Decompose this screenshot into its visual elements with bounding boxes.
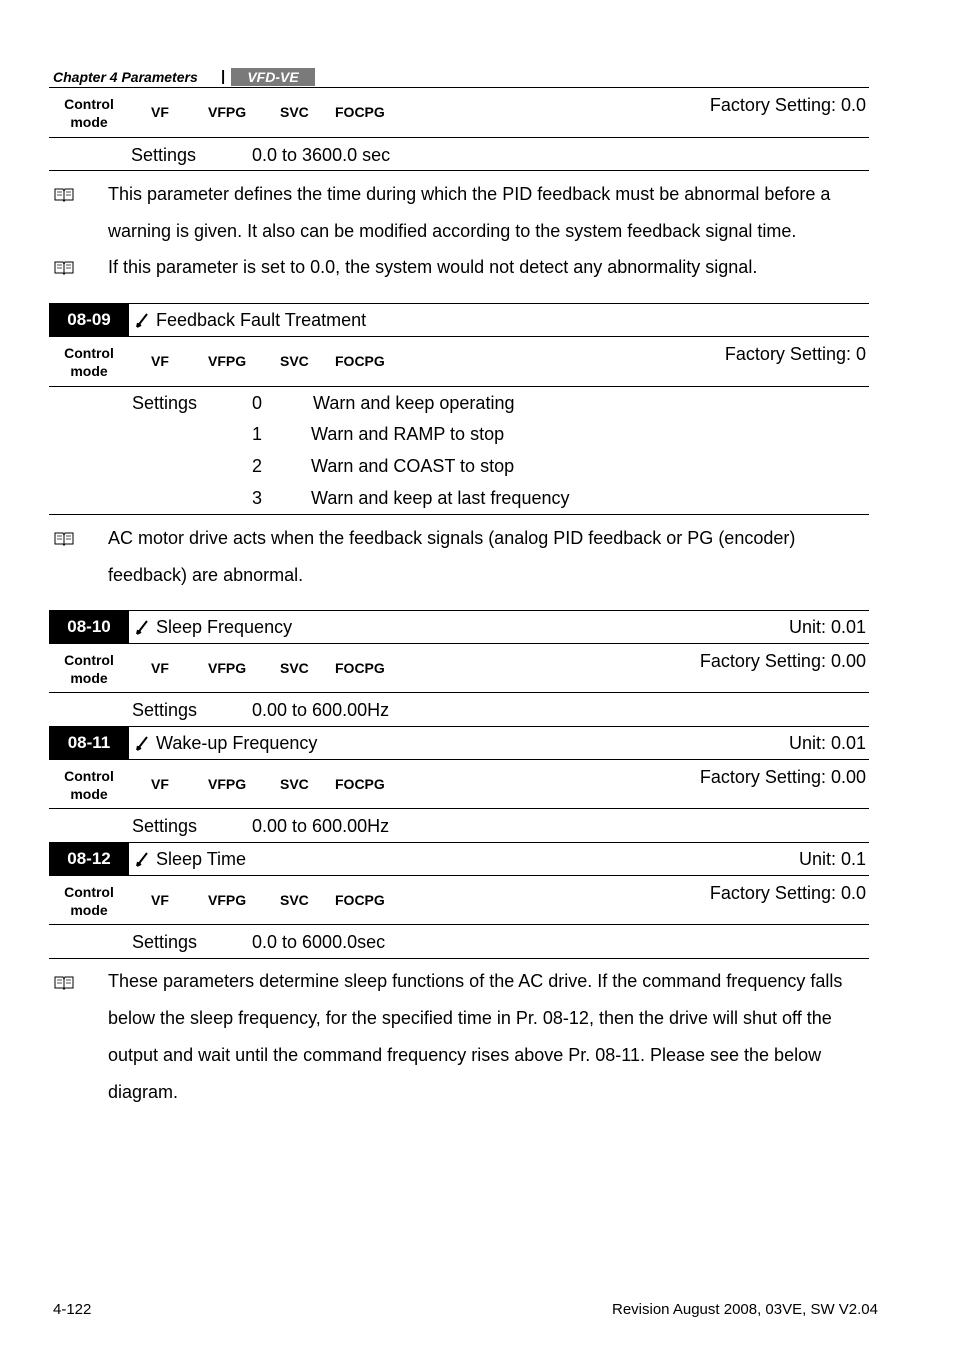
mode-vf: VF [151,353,169,369]
mode-focpg: FOCPG [335,104,385,120]
mode-focpg: FOCPG [335,776,385,792]
rule [49,692,869,693]
pen-icon [135,851,149,867]
factory-setting: Factory Setting: 0.0 [709,883,866,903]
option-text: Warn and RAMP to stop [311,424,505,444]
mode-focpg: FOCPG [335,660,385,676]
mode-vf: VF [151,104,169,120]
factory-setting: Factory Setting: 0 [724,344,866,364]
header-rule [49,87,869,88]
rule [49,336,869,337]
rule [49,303,869,304]
rule [49,924,869,925]
vfd-ve-logo [231,68,315,86]
mode-vfpg: VFPG [208,892,247,908]
mode-vfpg: VFPG [208,776,247,792]
settings-range: 0.00 to 600.00Hz [252,816,390,836]
control-mode-label: Control mode [64,884,114,918]
parameter-title: Wake-up Frequency [156,733,318,753]
book-icon [54,187,74,202]
rule [49,875,869,876]
book-icon [54,260,74,275]
parameter-number: 08-12 [49,843,129,875]
rule [49,643,869,644]
note-text: This parameter defines the time during which the PID feedback must be abnormal before a warning is given. It also can be modified according to the system feedback signal time. [108,184,831,241]
mode-vf: VF [151,892,169,908]
settings-label: Settings [132,816,198,836]
factory-setting: Factory Setting: 0.00 [699,767,866,787]
settings-range: 0.0 to 6000.0sec [252,932,386,952]
rule [49,759,869,760]
rule [49,958,869,959]
settings-label: Settings [131,145,197,165]
mode-svc: SVC [280,776,309,792]
option-text: Warn and COAST to stop [311,456,515,476]
chapter-title: Chapter 4 Parameters [53,69,198,85]
rule [49,514,869,515]
control-mode-label: Control mode [64,345,114,379]
rule [49,842,869,843]
option-value: 3 [252,488,263,508]
settings-label: Settings [132,393,198,413]
logo-text: VFD-VE [247,69,299,85]
mode-vf: VF [151,660,169,676]
rule [49,726,869,727]
pen-icon [135,735,149,751]
book-icon [54,975,74,990]
factory-setting: Factory Setting: 0.00 [699,651,866,671]
control-mode-label: Control mode [64,768,114,802]
mode-vfpg: VFPG [208,104,247,120]
mode-svc: SVC [280,892,309,908]
rule [49,808,869,809]
option-value: 0 [252,393,263,413]
revision-info: Revision August 2008, 03VE, SW V2.04 [612,1301,878,1318]
pen-icon [135,312,149,328]
control-mode-label: Control mode [64,652,114,686]
rule [49,610,869,611]
rule [49,137,869,138]
parameter-number: 08-09 [49,304,129,336]
mode-vfpg: VFPG [208,660,247,676]
option-value: 2 [252,456,263,476]
mode-focpg: FOCPG [335,353,385,369]
option-text: Warn and keep operating [313,393,515,413]
mode-svc: SVC [280,660,309,676]
settings-label: Settings [132,932,198,952]
pen-icon [135,619,149,635]
parameter-unit: Unit: 0.1 [798,849,866,869]
option-value: 1 [252,424,263,444]
settings-label: Settings [132,700,198,720]
mode-svc: SVC [280,353,309,369]
note-text: If this parameter is set to 0.0, the system would not detect any abnormality signal. [108,257,758,277]
rule [49,386,869,387]
page-number: 4-122 [53,1301,92,1318]
parameter-unit: Unit: 0.01 [788,733,866,753]
control-mode-label: Control mode [64,96,114,130]
book-icon [54,531,74,546]
note-text: AC motor drive acts when the feedback signals (analog PID feedback or PG (encoder) feedback) are abnormal. [108,528,796,585]
settings-range: 0.0 to 3600.0 sec [252,145,391,165]
option-text: Warn and keep at last frequency [311,488,570,508]
header-separator: | [221,68,226,85]
parameter-title: Feedback Fault Treatment [156,310,367,330]
parameter-number: 08-11 [49,727,129,759]
mode-focpg: FOCPG [335,892,385,908]
parameter-title: Sleep Time [156,849,247,869]
settings-range: 0.00 to 600.00Hz [252,700,390,720]
note-text: These parameters determine sleep functions of the AC drive. If the command frequency falls below the sleep frequency, for the specified time in Pr. 08-12, then the drive will shut off the output and wait until the command frequency rises above Pr. 08-11. Please see the below diagram. [108,971,843,1102]
mode-vfpg: VFPG [208,353,247,369]
rule [49,170,869,171]
parameter-number: 08-10 [49,611,129,643]
mode-svc: SVC [280,104,309,120]
mode-vf: VF [151,776,169,792]
factory-setting: Factory Setting: 0.0 [709,95,866,115]
parameter-unit: Unit: 0.01 [788,617,866,637]
parameter-title: Sleep Frequency [156,617,293,637]
